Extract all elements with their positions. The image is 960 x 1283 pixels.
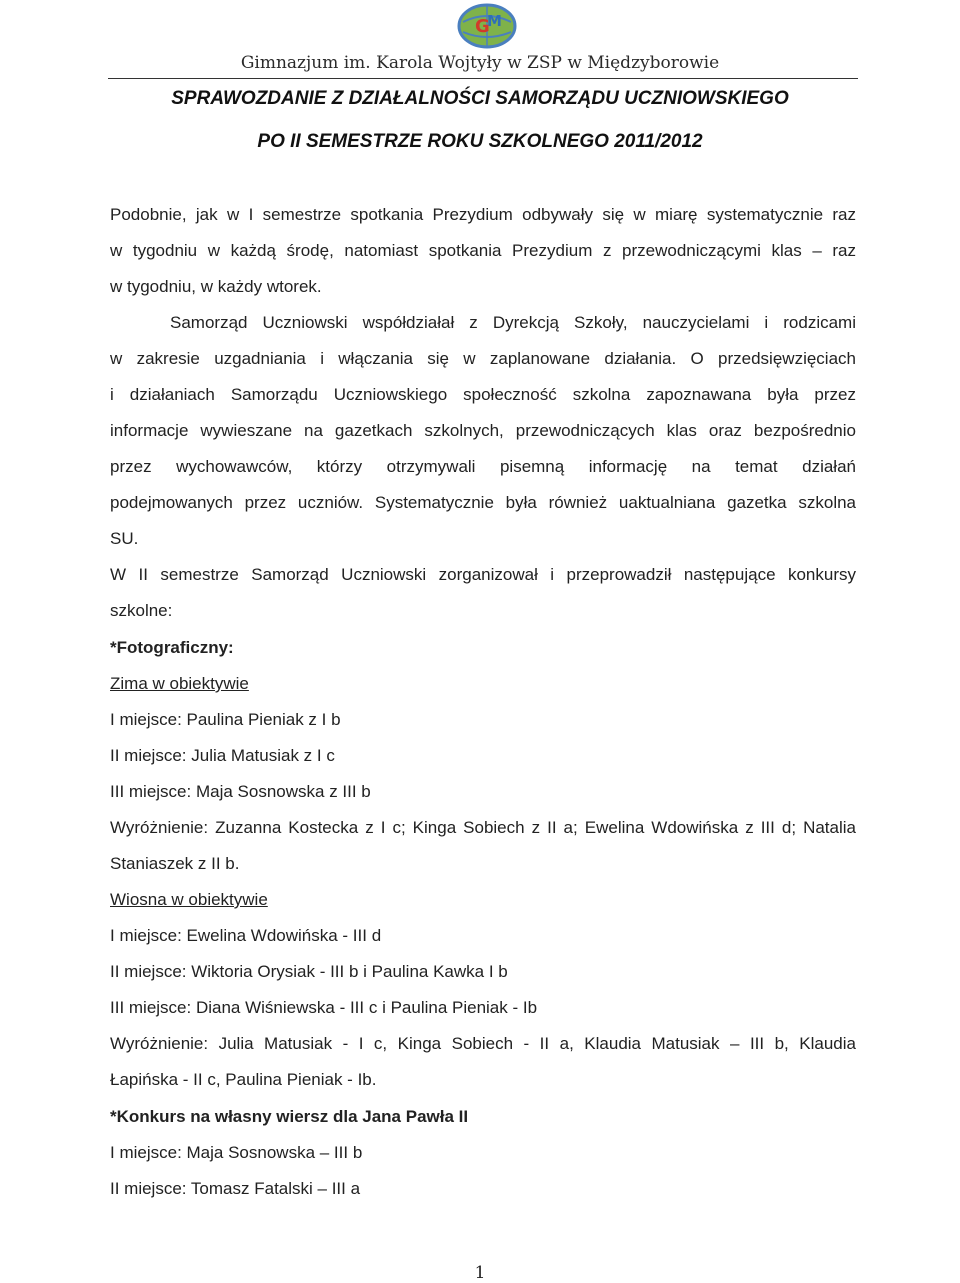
paragraph-line: Samorząd Uczniowski współdziałał z Dyrekcją Szkoły, nauczycielami i rodzicami xyxy=(170,313,856,332)
result-line: I miejsce: Ewelina Wdowińska - III d xyxy=(110,926,382,945)
svg-text:G: G xyxy=(475,16,490,37)
result-line: I miejsce: Paulina Pieniak z I b xyxy=(110,710,341,729)
paragraph-line: przez wychowawców, którzy otrzymywali pisemną informację na temat działań xyxy=(110,457,856,476)
paragraph-line: W II semestrze Samorząd Uczniowski zorganizował i przeprowadził następujące konkursy xyxy=(110,565,856,584)
paragraph-line: SU. xyxy=(110,529,139,548)
paragraph-line: w tygodniu, w każdy wtorek. xyxy=(110,277,322,296)
paragraph-line: szkolne: xyxy=(110,601,173,620)
result-line: Wyróżnienie: Julia Matusiak - I c, Kinga Sobiech - II a, Klaudia Matusiak – III b, Klaudia xyxy=(110,1034,856,1053)
paragraph-line: i działaniach Samorządu Uczniowskiego społeczność szkolna zapoznawana była przez xyxy=(110,385,856,404)
header-divider xyxy=(108,78,858,79)
result-line: II miejsce: Julia Matusiak z I c xyxy=(110,746,335,765)
contest-subtitle-text: Zima w obiektywie xyxy=(110,674,249,693)
paragraph-line: podejmowanych przez uczniów. Systematycznie była również uaktualniana gazetka szkolna xyxy=(110,493,856,512)
contest-heading: *Konkurs na własny wiersz dla Jana Pawła II xyxy=(110,1107,469,1126)
contest-subtitle xyxy=(110,890,856,910)
report-title: SPRAWOZDANIE Z DZIAŁALNOŚCI SAMORZĄDU UCZNIOWSKIEGO xyxy=(171,88,789,109)
result-line: II miejsce: Wiktoria Orysiak - III b i Paulina Kawka I b xyxy=(110,962,508,981)
page-number: 1 xyxy=(474,1263,486,1283)
result-line: Wyróżnienie: Zuzanna Kostecka z I c; Kinga Sobiech z II a; Ewelina Wdowińska z III d; Natalia xyxy=(110,818,856,837)
paragraph-line: Podobnie, jak w I semestrze spotkania Prezydium odbywały się w miarę systematycznie raz xyxy=(110,205,856,224)
school-name: Gimnazjum im. Karola Wojtyły w ZSP w Międzyborowie xyxy=(240,53,720,73)
result-line: Staniaszek z II b. xyxy=(110,854,240,873)
contest-subtitle-text: Wiosna w obiektywie xyxy=(110,890,268,909)
contest-heading: *Fotograficzny: xyxy=(110,638,234,657)
school-logo xyxy=(455,2,519,50)
result-line: II miejsce: Tomasz Fatalski – III a xyxy=(110,1179,361,1198)
paragraph-line: w zakresie uzgadniania i włączania się w zaplanowane działania. O przedsięwzięciach xyxy=(110,349,856,368)
result-line: Łapińska - II c, Paulina Pieniak - Ib. xyxy=(110,1070,377,1089)
contest-subtitle xyxy=(110,674,856,694)
result-line: III miejsce: Maja Sosnowska z III b xyxy=(110,782,371,801)
svg-text:M: M xyxy=(487,12,502,30)
paragraph-line: w tygodniu w każdą środę, natomiast spotkania Prezydium z przewodniczącymi klas – raz xyxy=(110,241,856,260)
paragraph-line: informacje wywieszane na gazetkach szkolnych, przewodniczących klas oraz bezpośrednio xyxy=(110,421,856,440)
result-line: III miejsce: Diana Wiśniewska - III c i Paulina Pieniak - Ib xyxy=(110,998,538,1017)
result-line: I miejsce: Maja Sosnowska – III b xyxy=(110,1143,363,1162)
report-subtitle: PO II SEMESTRZE ROKU SZKOLNEGO 2011/2012 xyxy=(257,131,703,152)
